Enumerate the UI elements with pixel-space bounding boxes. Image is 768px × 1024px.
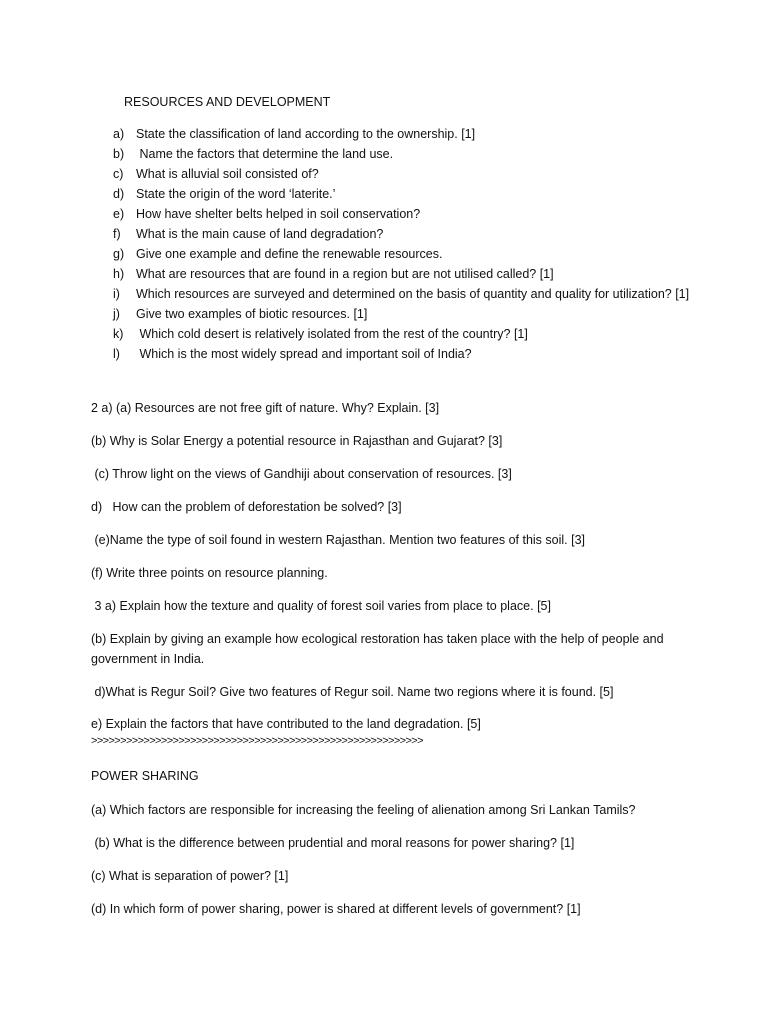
list-item xyxy=(113,124,713,144)
section-title-power-sharing: POWER SHARING xyxy=(91,769,199,783)
list-item xyxy=(113,204,713,224)
item-letter: b) xyxy=(113,147,125,161)
item-text: What are resources that are found in a region but are not utilised called? [1] xyxy=(136,267,554,281)
item-letter: i) xyxy=(113,287,120,301)
list-item xyxy=(113,264,713,284)
item-text: Give two examples of biotic resources. [1] xyxy=(136,307,368,321)
long-question: (f) Write three points on resource planning. xyxy=(91,566,328,580)
long-question: d) How can the problem of deforestation be solved? [3] xyxy=(91,500,402,514)
long-question: (b) Explain by giving an example how ecological restoration has taken place with the help of people and government in India. xyxy=(91,632,664,666)
section-title-resources: RESOURCES AND DEVELOPMENT xyxy=(124,95,331,109)
short-questions-list xyxy=(113,124,713,364)
list-item xyxy=(113,224,713,244)
list-item xyxy=(113,144,713,164)
item-letter: f) xyxy=(113,227,121,241)
long-question: e) Explain the factors that have contributed to the land degradation. [5] xyxy=(91,717,481,731)
long-question: (e)Name the type of soil found in western Rajasthan. Mention two features of this soil. [3] xyxy=(91,533,586,547)
separator-line: >>>>>>>>>>>>>>>>>>>>>>>>>>>>>>>>>>>>>>>>>>>>>>>>>>>>>>>>> xyxy=(91,735,423,747)
long-question: 3 a) Explain how the texture and quality of forest soil varies from place to place. [5] xyxy=(91,599,551,613)
power-sharing-question: (c) What is separation of power? [1] xyxy=(91,869,289,883)
list-item xyxy=(113,244,713,264)
list-item xyxy=(113,184,713,204)
item-text: Give one example and define the renewable resources. xyxy=(136,247,443,261)
item-text: What is alluvial soil consisted of? xyxy=(136,167,319,181)
item-text: Name the factors that determine the land use. xyxy=(136,147,394,161)
item-letter: g) xyxy=(113,247,125,261)
power-sharing-question: (b) What is the difference between prudential and moral reasons for power sharing? [1] xyxy=(91,836,575,850)
item-letter: h) xyxy=(113,267,125,281)
list-item xyxy=(113,164,713,184)
item-text: What is the main cause of land degradation? xyxy=(136,227,384,241)
power-sharing-question: (a) Which factors are responsible for increasing the feeling of alienation among Sri Lankan Tamils? xyxy=(91,803,636,817)
item-text: State the classification of land according to the ownership. [1] xyxy=(136,127,476,141)
item-letter: c) xyxy=(113,167,124,181)
item-letter: j) xyxy=(113,307,120,321)
long-question: d)What is Regur Soil? Give two features of Regur soil. Name two regions where it is found. [5] xyxy=(91,685,614,699)
list-item xyxy=(113,304,713,324)
list-item xyxy=(113,284,713,304)
item-letter: l) xyxy=(113,347,120,361)
power-sharing-question: (d) In which form of power sharing, power is shared at different levels of government? [1] xyxy=(91,902,581,916)
item-text: Which is the most widely spread and important soil of India? xyxy=(136,347,472,361)
list-item xyxy=(113,324,713,344)
list-item xyxy=(113,344,713,364)
long-question: (c) Throw light on the views of Gandhiji about conservation of resources. [3] xyxy=(91,467,512,481)
item-letter: d) xyxy=(113,187,125,201)
long-question: (b) Why is Solar Energy a potential resource in Rajasthan and Gujarat? [3] xyxy=(91,434,503,448)
item-text: Which cold desert is relatively isolated from the rest of the country? [1] xyxy=(136,327,528,341)
item-letter: a) xyxy=(113,127,125,141)
item-text: How have shelter belts helped in soil conservation? xyxy=(136,207,421,221)
long-question: 2 a) (a) Resources are not free gift of nature. Why? Explain. [3] xyxy=(91,401,440,415)
item-letter: k) xyxy=(113,327,124,341)
item-text: State the origin of the word ‘laterite.’ xyxy=(136,187,336,201)
item-letter: e) xyxy=(113,207,125,221)
item-text: Which resources are surveyed and determined on the basis of quantity and quality for utilization? [1] xyxy=(136,287,690,301)
